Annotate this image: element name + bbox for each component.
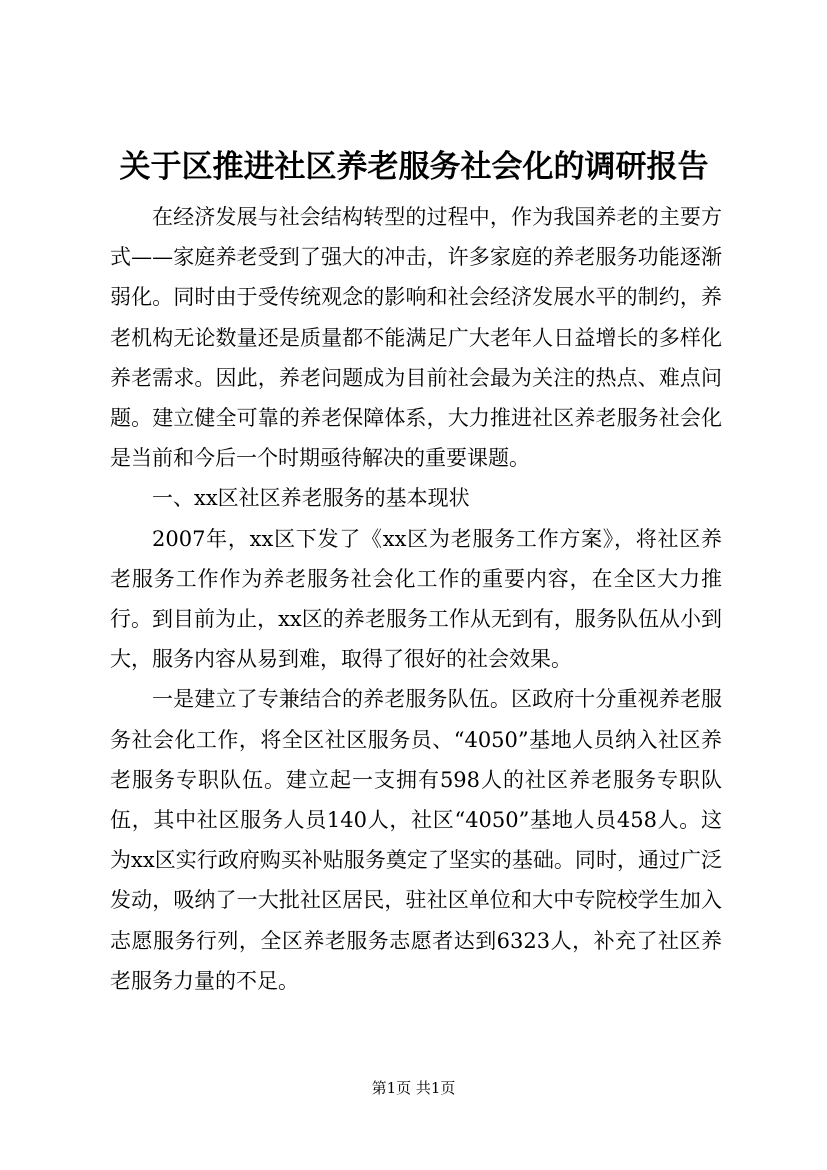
paragraph-team: 一是建立了专兼结合的养老服务队伍。区政府十分重视养老服务社会化工作，将全区社区服务员、“4050”基地人员纳入社区养老服务专职队伍。建立起一支拥有598人的社区养老服务专职队伍，其中社区服务人员140人，社区“4050”基地人员458人。这为xx区实行政府购买补贴服务奠定了坚实的基础。同时，通过广泛发动，吸纳了一大批社区居民，驻社区单位和大中专院校学生加入志愿服务行列，全区养老服务志愿者达到6323人，补充了社区养老服务力量的不足。	[110, 687, 722, 993]
paragraph-status: 2007年，xx区下发了《xx区为老服务工作方案》，将社区养老服务工作作为养老服务社会化工作的重要内容，在全区大力推行。到目前为止，xx区的养老服务工作从无到有，服务队伍从小到大，服务内容从易到难，取得了很好的社会效果。	[110, 526, 722, 672]
document-body	[110, 197, 722, 1001]
document-title: 关于区推进社区养老服务社会化的调研报告	[119, 149, 709, 185]
page-number-footer: 第1页 共1页	[371, 1079, 456, 1097]
section-heading: 一、xx区社区养老服务的基本现状	[152, 486, 470, 511]
paragraph-intro: 在经济发展与社会结构转型的过程中，作为我国养老的主要方式——家庭养老受到了强大的冲击，许多家庭的养老服务功能逐渐弱化。同时由于受传统观念的影响和社会经济发展水平的制约，养老机构无论数量还是质量都不能满足广大老年人日益增长的多样化养老需求。因此，养老问题成为目前社会最为关注的热点、难点问题。建立健全可靠的养老保障体系，大力推进社区养老服务社会化是当前和今后一个时期亟待解决的重要课题。	[110, 205, 722, 471]
